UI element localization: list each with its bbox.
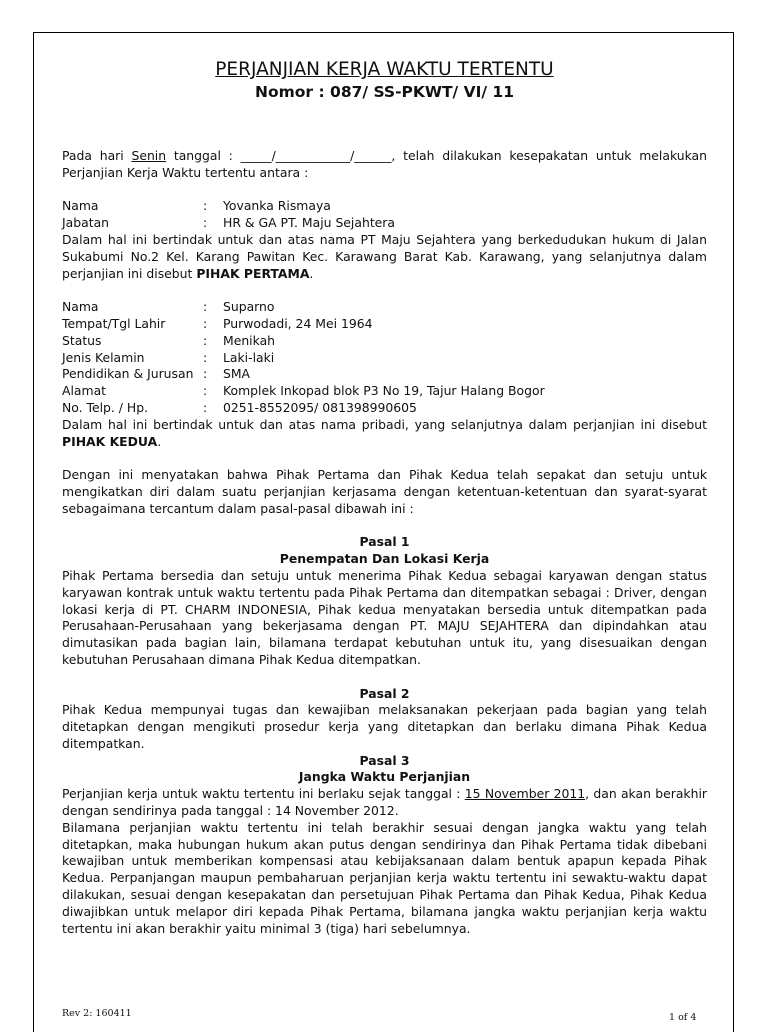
field-row: Pendidikan & Jurusan : SMA [62, 366, 251, 382]
agreement-statement: Dengan ini menyatakan bahwa Pihak Pertama dan Pihak Kedua telah sepakat dan setuju untuk mengikatkan diri dalam suatu perjanjian kerjasama dengan ketentuan-ketentuan dan syarat-syarat sebagaimana tercantum dalam pasal-pasal dibawah ini : [62, 467, 707, 516]
article-2-number: Pasal 2 [359, 685, 410, 701]
article-3-number: Pasal 3 [359, 752, 410, 768]
start-date: 15 November 2011 [464, 786, 586, 802]
document-title: PERJANJIAN KERJA WAKTU TERTENTU [215, 59, 554, 80]
article-3-body-1: Perjanjian kerja untuk waktu tertentu ini berlaku sejak tanggal : 15 November 2011, dan akan berakhir dengan sendirinya pada tanggal : 14 November 2012. [62, 786, 707, 819]
document-body [62, 58, 707, 937]
first-party-block [62, 198, 707, 282]
field-row: Jenis Kelamin : Laki-laki [62, 349, 275, 365]
article-3-title: Jangka Waktu Perjanjian [298, 769, 471, 785]
second-party-description: Dalam hal ini bertindak untuk dan atas nama pribadi, yang selanjutnya dalam perjanjian ini disebut PIHAK KEDUA. [62, 416, 707, 449]
intro-paragraph: Pada hari Senin tanggal : _____/____________/______, telah dilakukan kesepakatan untuk melakukan Perjanjian Kerja Waktu tertentu antara : [62, 148, 707, 180]
field-row: Tempat/Tgl Lahir : Purwodadi, 24 Mei 1964 [62, 315, 373, 331]
article-1-number: Pasal 1 [359, 534, 410, 550]
day-name: Senin [131, 148, 167, 163]
field-row: Jabatan : HR & GA PT. Maju Sejahtera [62, 215, 395, 231]
article-1-title: Penempatan Dan Lokasi Kerja [279, 551, 490, 567]
field-row: Status : Menikah [62, 332, 276, 348]
page-number: 1 of 4 [669, 1012, 697, 1023]
article-2-body: Pihak Kedua mempunyai tugas dan kewajiban melaksanakan pekerjaan pada bagian yang telah ditetapkan dengan mengikuti prosedur kerja yang ditetapkan dan berlaku dimana Pihak Kedua ditempatkan. [62, 702, 707, 751]
first-party-description: Dalam hal ini bertindak untuk dan atas nama PT Maju Sejahtera yang berkedudukan hukum di Jalan Sukabumi No.2 Kel. Karang Pawitan Kec. Karawang Barat Kab. Karawang, yang selanjutnya dalam perjanjian ini disebut PIHAK PERTAMA. [62, 231, 707, 281]
field-row: Alamat : Komplek Inkopad blok P3 No 19, Tajur Halang Bogor [62, 383, 545, 399]
second-party-block [62, 299, 707, 450]
field-row: Nama : Yovanka Rismaya [62, 198, 331, 214]
article-3-body-2: Bilamana perjanjian waktu tertentu ini telah berakhir sesuai dengan jangka waktu yang telah ditetapkan, maka hubungan hukum akan putus dengan sendirinya dan Pihak Pertama tidak dibebani kewajiban untuk memberikan kompensasi atau kebijaksanaan dalam bentuk apapun kepada Pihak Kedua. Perpanjangan maupun pembaharuan perjanjian kerja waktu tertentu ini sewaktu-waktu dapat dilakukan, sesuai dengan kesepakatan dan persetujuan Pihak Pertama dan Pihak Kedua, Pihak Kedua diwajibkan untuk melapor diri kepada Pihak Pertama, bilamana jangka waktu perjanjian kerja waktu tertentu ini akan berakhir yaitu minimal 3 (tiga) hari sebelumnya. [62, 819, 707, 936]
document-number: Nomor : 087/ SS-PKWT/ VI/ 11 [254, 83, 515, 101]
field-row: Nama : Suparno [62, 299, 275, 315]
revision-label: Rev 2: 160411 [62, 1008, 132, 1019]
article-1-body: Pihak Pertama bersedia dan setuju untuk menerima Pihak Kedua sebagai karyawan dengan status karyawan kontrak untuk waktu tertentu pada Pihak Pertama dan ditempatkan sebagai : Driver, dengan lokasi kerja di PT. CHARM INDONESIA, Pihak kedua menyatakan bersedia untuk ditempatkan pada Perusahaan-Perusahaan yang bekerjasama dengan PT. MAJU SEJAHTERA dan dipindahkan atau dimutasikan pada bagian lain, bilamana terdapat kebutuhan untuk itu, yang disesuaikan dengan kebutuhan Perusahaan dimana Pihak Kedua ditempatkan. [62, 567, 707, 667]
field-row: No. Telp. / Hp. : 0251-8552095/ 081398990605 [62, 399, 417, 415]
